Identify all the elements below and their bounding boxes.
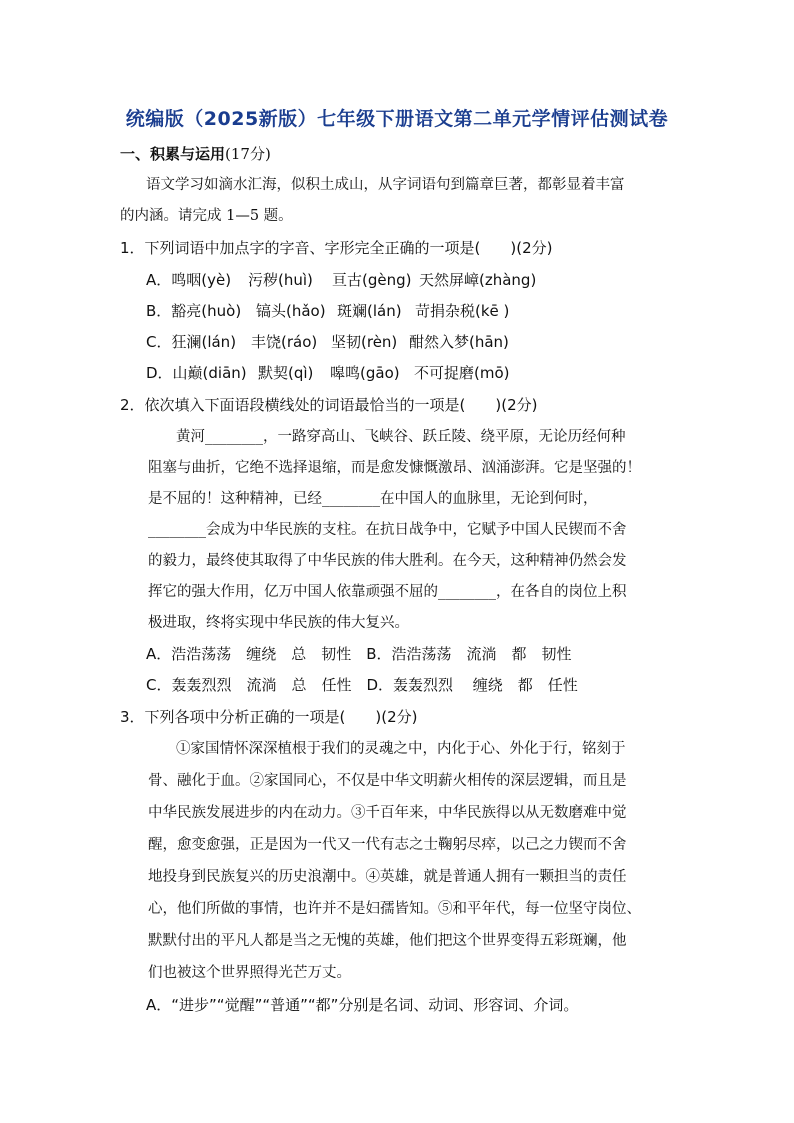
option-word: 不可捉磨(mō) xyxy=(414,364,510,382)
option-word: B．豁亮(huò) xyxy=(146,302,242,320)
question-2-options-cd: C．轰轰烈烈 流淌 总 任性 D．轰轰烈烈 缠绕 都 任性 xyxy=(146,676,578,694)
question-1-option-a xyxy=(146,270,536,290)
passage-line: 们也被这个世界照得光芒万丈。 xyxy=(148,965,351,981)
question-1-option-d xyxy=(146,363,510,383)
question-2-stem: 2．依次填入下面语段横线处的词语最恰当的一项是( )(2分) xyxy=(120,396,538,414)
section-heading xyxy=(120,144,271,164)
passage-line: 的毅力，最终使其取得了中华民族的伟大胜利。在今天，这种精神仍然会发 xyxy=(148,553,627,569)
option-word: 斑斓(lán) xyxy=(337,302,402,320)
passage-line: 默默付出的平凡人都是当之无愧的英雄，他们把这个世界变得五彩斑斓，他 xyxy=(148,933,627,949)
option-word: 嗥鸣(gāo) xyxy=(330,364,400,382)
passage-line: 黄河________，一路穿高山、飞峡谷、跃丘陵、绕平原，无论历经何种 xyxy=(176,429,626,445)
section-intro-line: 的内涵。请完成 1—5 题。 xyxy=(120,208,293,224)
section-intro-line: 语文学习如滴水汇海，似积土成山，从字词语句到篇章巨著，都彰显着丰富 xyxy=(146,177,625,193)
passage-line: 中华民族发展进步的内在动力。③千百年来，中华民族得以从无数磨难中觉 xyxy=(148,805,627,821)
question-3-option-a: A．“进步”“觉醒”“普通”“都”分别是名词、动词、形容词、介词。 xyxy=(146,996,579,1014)
option-word: 默契(qì) xyxy=(258,364,314,382)
option-word: 酣然入梦(hān) xyxy=(409,333,509,351)
passage-line: 心，他们所做的事情，也许并不是妇孺皆知。⑤和平年代，每一位坚守岗位、 xyxy=(148,901,641,917)
passage-line: 醒，愈变愈强，正是因为一代又一代有志之士鞠躬尽瘁，以己之力锲而不舍 xyxy=(148,837,627,853)
question-3-stem: 3．下列各项中分析正确的一项是( )(2分) xyxy=(120,708,418,726)
question-2-options-ab: A．浩浩荡荡 缠绕 总 韧性 B．浩浩荡荡 流淌 都 韧性 xyxy=(146,645,572,663)
passage-line: 极进取，终将实现中华民族的伟大复兴。 xyxy=(148,615,409,631)
option-word: 镐头(hǎo) xyxy=(256,302,326,320)
passage-line: ①家国情怀深深植根于我们的灵魂之中，内化于心、外化于行，铭刻于 xyxy=(176,741,626,757)
passage-line: 阻塞与曲折，它绝不选择退缩，而是愈发慷慨激昂、汹涌澎湃。它是坚强的！ xyxy=(148,460,641,476)
passage-line: 挥它的强大作用，亿万中国人依靠顽强不屈的________，在各自的岗位上积 xyxy=(148,584,627,600)
question-1-option-c xyxy=(146,332,509,352)
option-word: 污秽(huì) xyxy=(248,271,313,289)
page-title: 统编版（2025新版）七年级下册语文第二单元学情评估测试卷 xyxy=(125,108,669,130)
question-1-stem: 1．下列词语中加点字的字音、字形完全正确的一项是( )(2分) xyxy=(120,239,553,257)
passage-line: 地投身到民族复兴的历史浪潮中。④英雄，就是普通人拥有一颗担当的责任 xyxy=(148,869,627,885)
passage-line: ________会成为中华民族的支柱。在抗日战争中，它赋予中国人民锲而不舍 xyxy=(148,522,627,538)
passage-line: 骨、融化于血。②家国同心，不仅是中华文明薪火相传的深层逻辑，而且是 xyxy=(148,773,627,789)
option-word: A．鸣咽(yè) xyxy=(146,271,232,289)
section-score: (17分) xyxy=(225,145,271,163)
option-word: D．山巅(diān) xyxy=(146,364,247,382)
option-word: 天然屏嶂(zhàng) xyxy=(419,271,537,289)
passage-line: 是不屈的！这种精神，已经________在中国人的血脉里，无论到何时， xyxy=(148,491,598,507)
option-word: 坚韧(rèn) xyxy=(331,333,398,351)
option-word: 亘古(gèng) xyxy=(332,271,412,289)
option-word: C．狂澜(lán) xyxy=(146,333,237,351)
section-heading-text: 一、积累与运用 xyxy=(120,145,226,163)
option-word: 丰饶(ráo) xyxy=(251,333,318,351)
question-1-option-b xyxy=(146,301,509,321)
option-word: 苛捐杂税(kē ) xyxy=(415,302,510,320)
